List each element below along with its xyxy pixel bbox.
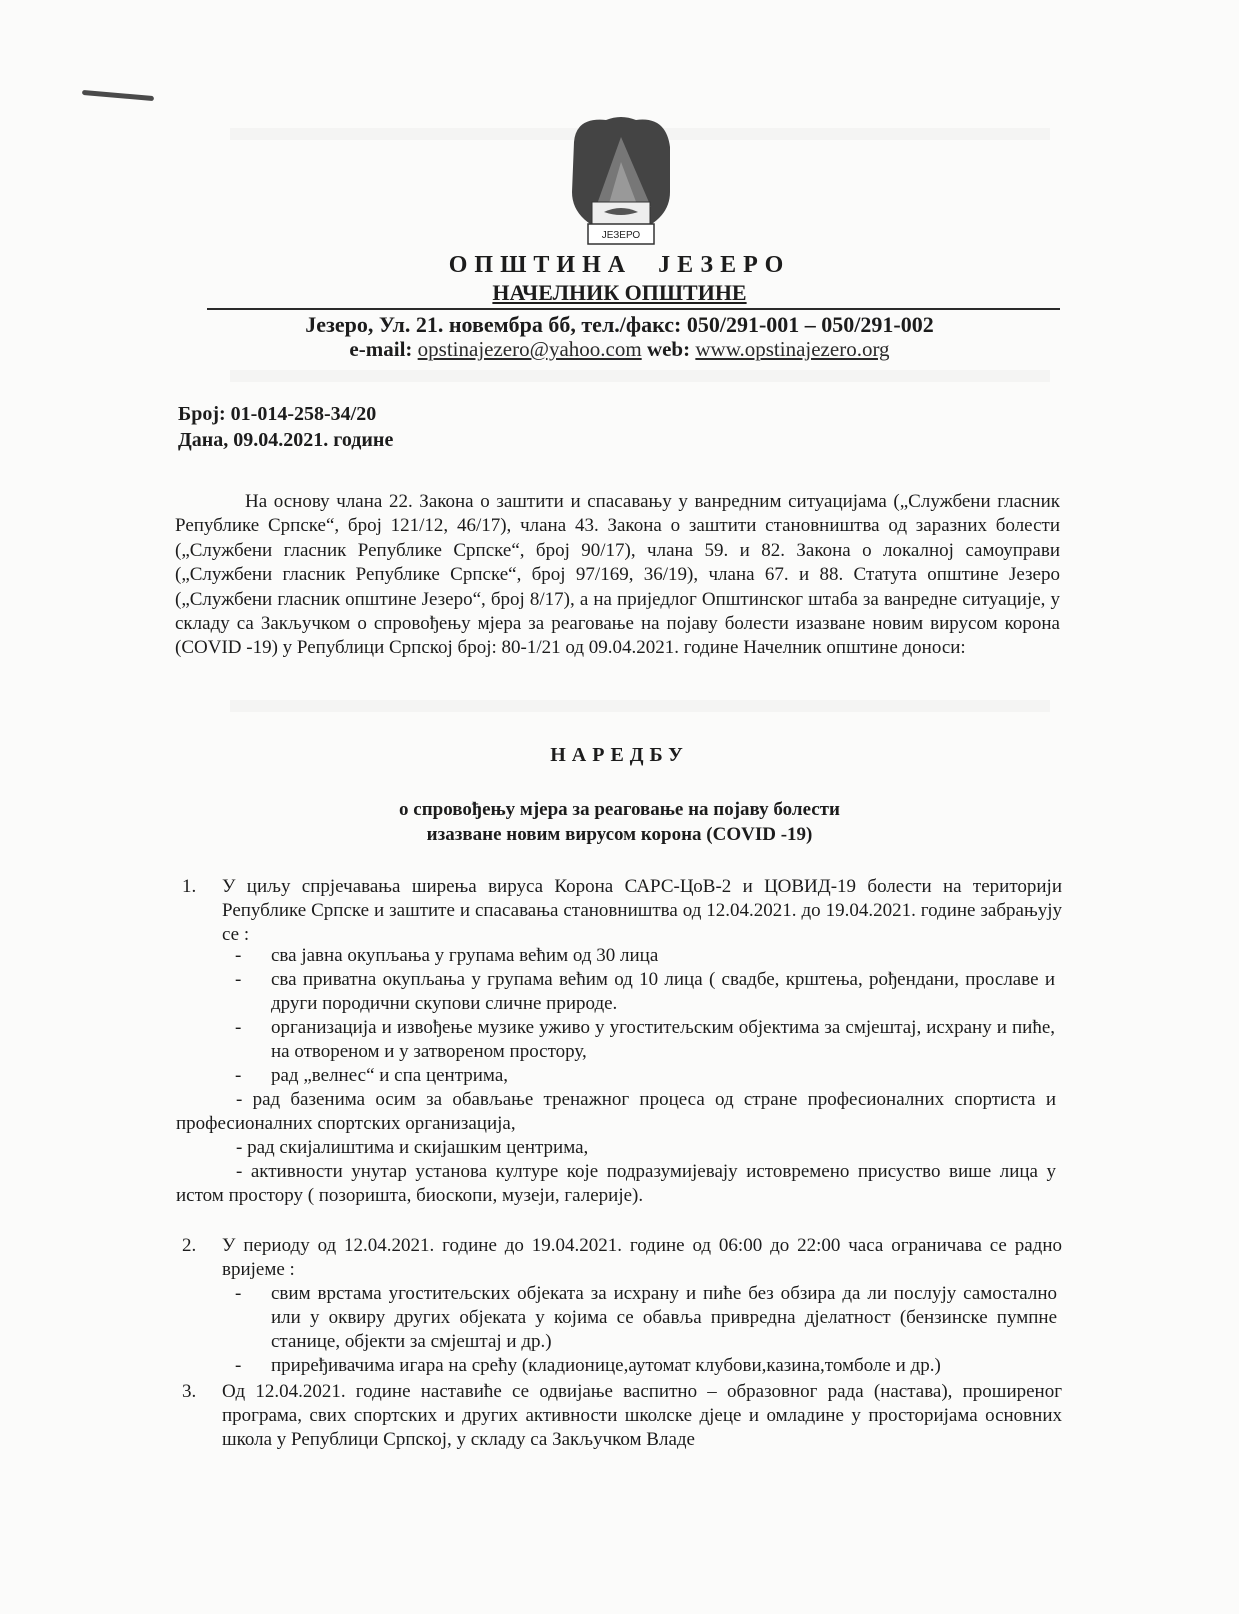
- item-text: У циљу спрјечавања ширења вируса Корона САРС-ЦоВ-2 и ЦОВИД-19 болести на територији Републике Српске и заштите и спасавања становништва од 12.04.2021. до 19.04.2021. године забрањују се :: [222, 876, 1062, 945]
- contact-line: [0, 337, 1239, 362]
- address-line: Језеро, Ул. 21. новембра бб, тел./факс: 050/291-001 – 050/291-002: [305, 312, 934, 337]
- emblem-label: ЈЕЗЕРО: [601, 230, 641, 241]
- item-text: У периоду од 12.04.2021. године до 19.04.2021. године од 06:00 до 22:00 часа ограничава се радно вријеме :: [222, 1235, 1062, 1280]
- bullet-item: - рад скијалиштима и скијашким центрима,: [236, 1137, 589, 1158]
- bleed-through: [230, 700, 1050, 712]
- bullet-item: - активности унутар установа културе које подразумијевају истовремено присуство више лица у истом простору ( позоришта, биоскопи, музеји, галерије).: [176, 1161, 1056, 1206]
- reference-date: Дана, 09.04.2021. године: [178, 429, 394, 451]
- header-divider: [207, 308, 1060, 310]
- web-link[interactable]: www.opstinajezero.org: [695, 337, 890, 361]
- scan-artifact: [82, 90, 154, 101]
- office-subtitle: НАЧЕЛНИК ОПШТИНЕ: [492, 280, 747, 305]
- bullet-item: - сва приватна окупљања у групама већим од 10 лица ( свадбе, крштења, рођендани, прославе и други породични скупови сличне природе.: [235, 969, 1055, 1014]
- bleed-through: [230, 370, 1050, 382]
- order-title: НАРЕДБУ: [550, 744, 689, 766]
- bullet-item: - организација и извођење музике уживо у угоститељским објектима за смјештај, исхрану и пиће, на отвореном и у затвореном простору,: [235, 1017, 1055, 1062]
- reference-number: Број: 01-014-258-34/20: [178, 403, 377, 425]
- item-number: 3.: [182, 1381, 197, 1402]
- list-item-3: [182, 1380, 1062, 1452]
- bullet-item: - приређивачима игара на срећу (кладионице,аутомат клубови,казина,томболе и др.): [235, 1355, 941, 1376]
- municipality-title: ОПШТИНА ЈЕЗЕРО: [448, 252, 791, 278]
- list-item-1: [182, 875, 1062, 947]
- item-number: 1.: [182, 876, 197, 897]
- preamble-paragraph: На основу члана 22. Закона о заштити и спасавању у ванредним ситуацијама („Службени гласник Републике Српске“, број 121/12, 46/17), члана 43. Закона о заштити становништва од заразних болести („Службени гласник Републике Српске“, број 90/17), члана 59. и 82. Закона о локалној самоуправи („Службени гласник Републике Српске“, број 97/169, 36/19), члана 67. и 88. Статута општине Језеро („Службени гласник општине Језеро“, број 8/17), а на приједлог Општинског штаба за ванредне ситуације, у складу са Закључком о спровођењу мјера за реаговање на појаву болести изазване новим вирусом корона (COVID -19) у Републици Српској број: 80-1/21 од 09.04.2021. године Начелник општине доноси:: [175, 491, 1060, 659]
- web-label: web:: [646, 337, 691, 361]
- email-label: e-mail:: [349, 337, 413, 361]
- bullet-item: - рад базенима осим за обављање тренажног процеса од стране професионалних спортиста и професионалних спортских организација,: [176, 1089, 1056, 1134]
- list-item-2: [182, 1234, 1062, 1282]
- bullet-item: - свим врстама угоститељских објеката за исхрану и пиће без обзира да ли послују самостално или у оквиру других објеката у којима се обавља привредна дјелатност (бензинске пумпне станице, објекти за смјештај и др.): [235, 1283, 1057, 1352]
- item-text: Од 12.04.2021. године наставиће се одвијање васпитно – образовног рада (настава), проширеног програма, свих спортских и других активности школске дјеце и омладине у просторијама основних школа у Републици Српској, у складу са Закључком Владе: [222, 1381, 1062, 1450]
- order-subtitle: [0, 797, 1239, 847]
- municipality-emblem: [566, 112, 676, 252]
- item-number: 2.: [182, 1235, 197, 1256]
- order-subtitle-line2: изазване новим вирусом корона (COVID -19): [426, 824, 813, 845]
- order-subtitle-line1: о спровођењу мјера за реаговање на појаву болести: [399, 799, 840, 820]
- email-link[interactable]: opstinajezero@yahoo.com: [417, 337, 642, 361]
- bullet-item: - сва јавна окупљања у групама већим од 30 лица: [235, 945, 659, 966]
- bullet-item: - рад „велнес“ и спа центрима,: [235, 1065, 508, 1086]
